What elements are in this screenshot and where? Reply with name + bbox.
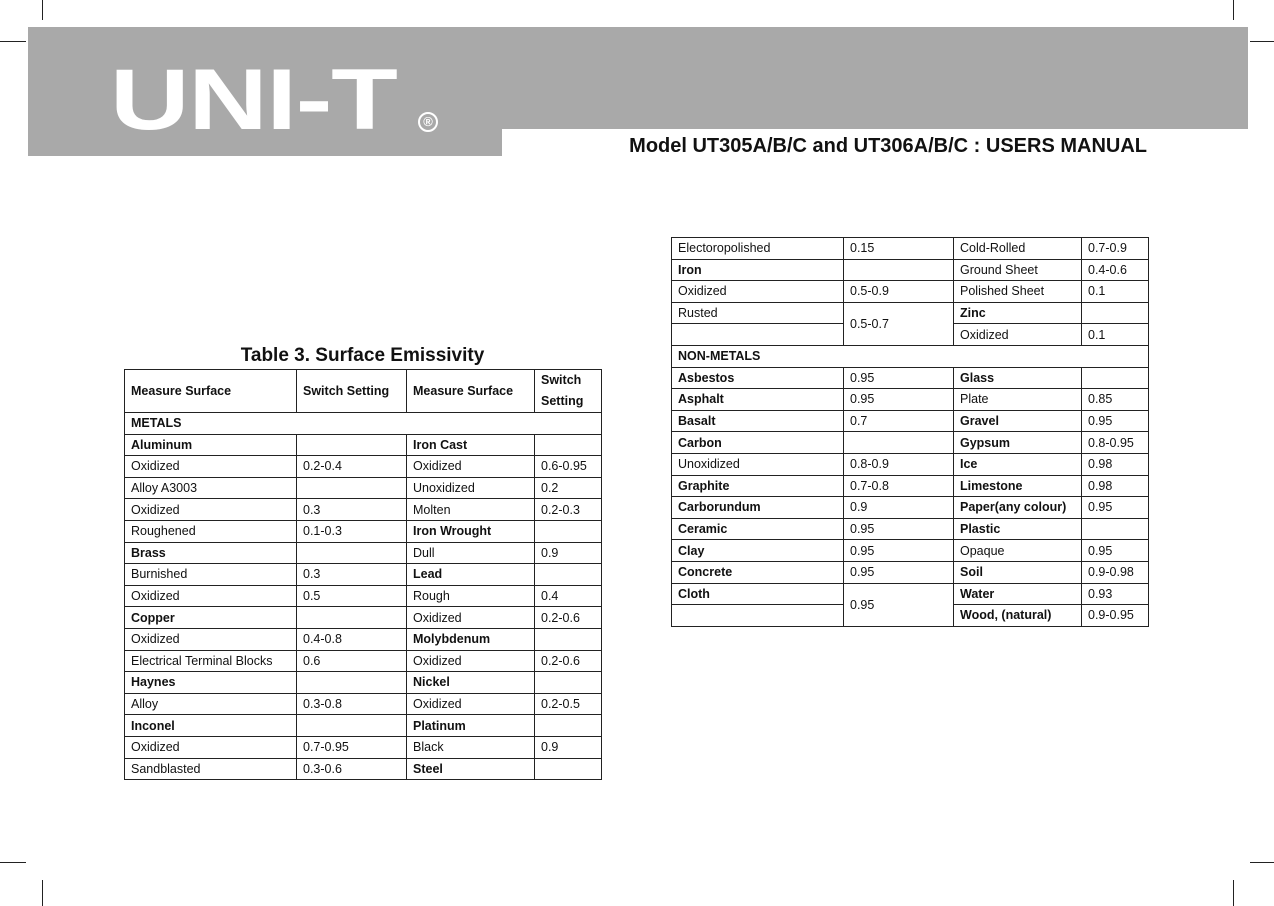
table-cell: Black <box>407 736 535 758</box>
table-cell: 0.95 <box>1082 410 1149 432</box>
table-row <box>672 583 1149 605</box>
table-cell: Oxidized <box>407 693 535 715</box>
table-cell: Gypsum <box>954 432 1082 454</box>
table-cell: Oxidized <box>125 585 297 607</box>
table-cell <box>297 607 407 629</box>
table-cell: Ground Sheet <box>954 259 1082 281</box>
table-row <box>125 434 602 456</box>
table-cell: Iron <box>672 259 844 281</box>
table-cell: Glass <box>954 367 1082 389</box>
table-cell: 0.7-0.9 <box>1082 238 1149 260</box>
column-header: Measure Surface <box>407 370 535 413</box>
table-cell: 0.9-0.98 <box>1082 561 1149 583</box>
table-cell <box>535 672 602 694</box>
table-cell: Oxidized <box>125 628 297 650</box>
table-cell: Electrical Terminal Blocks <box>125 650 297 672</box>
crop-mark-top-left-h <box>0 41 26 42</box>
table-cell: 0.3-0.6 <box>297 758 407 780</box>
table-cell <box>535 715 602 737</box>
table-cell: 0.98 <box>1082 475 1149 497</box>
table-cell: Alloy A3003 <box>125 477 297 499</box>
crop-mark-bottom-left-h <box>0 862 26 863</box>
table-cell: Alloy <box>125 693 297 715</box>
table-cell: 0.4 <box>535 585 602 607</box>
table-cell: Aluminum <box>125 434 297 456</box>
section-label: METALS <box>125 413 602 435</box>
logo-text: UNI-T <box>110 66 398 134</box>
table-cell: 0.4-0.6 <box>1082 259 1149 281</box>
table-row <box>125 477 602 499</box>
table-cell: 0.4-0.8 <box>297 628 407 650</box>
table-cell: Opaque <box>954 540 1082 562</box>
table-cell: 0.95 <box>844 540 954 562</box>
table-cell: 0.5 <box>297 585 407 607</box>
table-cell <box>297 434 407 456</box>
table-cell: Oxidized <box>125 499 297 521</box>
table-cell: Oxidized <box>125 456 297 478</box>
table-cell: Water <box>954 583 1082 605</box>
table-cell: 0.2-0.4 <box>297 456 407 478</box>
brand-logo <box>110 66 433 134</box>
table-row <box>125 628 602 650</box>
table-row <box>125 715 602 737</box>
table-cell: 0.1 <box>1082 324 1149 346</box>
table-cell <box>1082 518 1149 540</box>
table-cell: Rough <box>407 585 535 607</box>
table-row <box>125 758 602 780</box>
emissivity-table-metals <box>124 369 602 780</box>
table-row <box>125 499 602 521</box>
table-cell: Zinc <box>954 302 1082 324</box>
table-cell: Molybdenum <box>407 628 535 650</box>
table-cell: 0.2 <box>535 477 602 499</box>
table-cell: Steel <box>407 758 535 780</box>
table-cell: Brass <box>125 542 297 564</box>
table-cell: Lead <box>407 564 535 586</box>
table-row <box>672 432 1149 454</box>
table-cell: Paper(any colour) <box>954 497 1082 519</box>
table-cell: 0.15 <box>844 238 954 260</box>
table-cell: Oxidized <box>954 324 1082 346</box>
table-cell: Carborundum <box>672 497 844 519</box>
table-cell: 0.7-0.8 <box>844 475 954 497</box>
table-row <box>672 453 1149 475</box>
section-row <box>125 413 602 435</box>
table-cell: Unoxidized <box>407 477 535 499</box>
table-cell: 0.85 <box>1082 389 1149 411</box>
table-row <box>672 497 1149 519</box>
table-cell: Haynes <box>125 672 297 694</box>
table-cell: Asbestos <box>672 367 844 389</box>
table-cell: 0.7 <box>844 410 954 432</box>
table-cell: 0.1-0.3 <box>297 520 407 542</box>
table-cell: Inconel <box>125 715 297 737</box>
section-row <box>672 345 1149 367</box>
table-row <box>672 475 1149 497</box>
table-row <box>125 564 602 586</box>
column-header <box>535 370 602 413</box>
table-cell <box>672 605 844 627</box>
table-cell <box>297 542 407 564</box>
table-cell: 0.98 <box>1082 453 1149 475</box>
table-cell: 0.95 <box>844 561 954 583</box>
table-cell: Limestone <box>954 475 1082 497</box>
table-row <box>672 367 1149 389</box>
table-cell: 0.2-0.3 <box>535 499 602 521</box>
crop-mark-top-right-h <box>1250 41 1274 42</box>
table-cell: Plate <box>954 389 1082 411</box>
table-row <box>672 518 1149 540</box>
table-cell: 0.6-0.95 <box>535 456 602 478</box>
table-cell: 0.95 <box>844 389 954 411</box>
table-cell: 0.2-0.6 <box>535 607 602 629</box>
table-row <box>125 520 602 542</box>
table-cell: 0.1 <box>1082 281 1149 303</box>
table-cell: 0.5-0.9 <box>844 281 954 303</box>
table-cell: 0.7-0.95 <box>297 736 407 758</box>
table-cell: Clay <box>672 540 844 562</box>
table-row <box>672 281 1149 303</box>
table-cell: Oxidized <box>407 456 535 478</box>
table-row <box>672 410 1149 432</box>
table-cell: Oxidized <box>125 736 297 758</box>
table-header-row <box>125 370 602 413</box>
table-cell: Platinum <box>407 715 535 737</box>
table-row <box>125 672 602 694</box>
table-cell: 0.2-0.6 <box>535 650 602 672</box>
table-cell <box>297 715 407 737</box>
table-cell: 0.9 <box>535 542 602 564</box>
table-cell <box>297 477 407 499</box>
crop-mark-top-left-v <box>42 0 43 20</box>
table-cell: Iron Wrought <box>407 520 535 542</box>
table-row <box>672 259 1149 281</box>
table-cell: 0.3-0.8 <box>297 693 407 715</box>
table-cell: Sandblasted <box>125 758 297 780</box>
table-cell: 0.95 <box>844 583 954 626</box>
table-cell: Carbon <box>672 432 844 454</box>
crop-mark-bottom-right-v <box>1233 880 1234 906</box>
table-cell: 0.2-0.5 <box>535 693 602 715</box>
table-cell: Wood, (natural) <box>954 605 1082 627</box>
table-cell: Gravel <box>954 410 1082 432</box>
table-row <box>672 302 1149 324</box>
table-row <box>125 542 602 564</box>
table-cell: Concrete <box>672 561 844 583</box>
table-cell: 0.8-0.9 <box>844 453 954 475</box>
crop-mark-bottom-left-v <box>42 880 43 906</box>
table-cell: Asphalt <box>672 389 844 411</box>
table-cell: 0.3 <box>297 564 407 586</box>
section-label: NON-METALS <box>672 345 1149 367</box>
table-row <box>672 561 1149 583</box>
table-cell: 0.3 <box>297 499 407 521</box>
emissivity-table-continued <box>671 237 1149 627</box>
table-cell: Cloth <box>672 583 844 605</box>
table-cell <box>672 324 844 346</box>
table-row <box>125 693 602 715</box>
table-row <box>125 585 602 607</box>
table-row <box>672 540 1149 562</box>
column-header: Measure Surface <box>125 370 297 413</box>
column-header-line: Switch <box>541 373 582 387</box>
table-cell: 0.9 <box>844 497 954 519</box>
table-cell: Rusted <box>672 302 844 324</box>
table-cell: Copper <box>125 607 297 629</box>
table-cell: Cold-Rolled <box>954 238 1082 260</box>
table-cell: Ice <box>954 453 1082 475</box>
table-cell: Polished Sheet <box>954 281 1082 303</box>
table-cell: Plastic <box>954 518 1082 540</box>
table-cell <box>535 434 602 456</box>
table-cell: Roughened <box>125 520 297 542</box>
table-cell: Basalt <box>672 410 844 432</box>
table-cell: Unoxidized <box>672 453 844 475</box>
table-row <box>672 389 1149 411</box>
table-cell <box>844 432 954 454</box>
table-cell <box>1082 367 1149 389</box>
table-cell <box>535 758 602 780</box>
table-row <box>125 650 602 672</box>
table-cell <box>535 564 602 586</box>
table-cell: 0.95 <box>844 518 954 540</box>
table-cell: Molten <box>407 499 535 521</box>
crop-mark-bottom-right-h <box>1250 862 1274 863</box>
table-cell: Iron Cast <box>407 434 535 456</box>
table-cell <box>844 259 954 281</box>
table-cell: Graphite <box>672 475 844 497</box>
table-cell: 0.93 <box>1082 583 1149 605</box>
table-cell: 0.5-0.7 <box>844 302 954 345</box>
table-cell: 0.95 <box>844 367 954 389</box>
column-header: Switch Setting <box>297 370 407 413</box>
table-cell: Nickel <box>407 672 535 694</box>
table-row <box>125 607 602 629</box>
table-cell: 0.9 <box>535 736 602 758</box>
table-cell: 0.8-0.95 <box>1082 432 1149 454</box>
table-row <box>125 456 602 478</box>
crop-mark-top-right-v <box>1233 0 1234 20</box>
table-cell: Dull <box>407 542 535 564</box>
table-row <box>672 238 1149 260</box>
table-cell: Ceramic <box>672 518 844 540</box>
table-cell: 0.95 <box>1082 497 1149 519</box>
registered-mark: ® <box>418 112 438 132</box>
table-cell: 0.95 <box>1082 540 1149 562</box>
manual-title: Model UT305A/B/C and UT306A/B/C : USERS MANUAL <box>629 135 1147 157</box>
table-cell: Oxidized <box>407 650 535 672</box>
table-cell: 0.9-0.95 <box>1082 605 1149 627</box>
header-banner-right <box>502 27 1248 129</box>
table-cell: Oxidized <box>672 281 844 303</box>
column-header-line: Setting <box>541 394 584 408</box>
table-caption: Table 3. Surface Emissivity <box>240 345 485 366</box>
table-row <box>125 736 602 758</box>
table-cell: Burnished <box>125 564 297 586</box>
table-cell: Electoropolished <box>672 238 844 260</box>
table-cell <box>535 628 602 650</box>
table-cell <box>1082 302 1149 324</box>
table-cell: Soil <box>954 561 1082 583</box>
table-cell <box>535 520 602 542</box>
table-cell: 0.6 <box>297 650 407 672</box>
table-cell <box>297 672 407 694</box>
table-cell: Oxidized <box>407 607 535 629</box>
